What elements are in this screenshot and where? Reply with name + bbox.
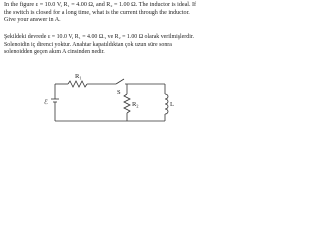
- emf-label: ℰ: [44, 99, 48, 106]
- problem-text-english: In the figure ε = 10.0 V, R₁ = 4.00 Ω, and R₂ = 1.00 Ω. The inductor is ideal. If the switch is closed for a long time, what is the current through the inductor. Give your answer in A.: [4, 2, 197, 24]
- r1-label-sub: 1: [79, 75, 82, 81]
- resistor-r1: [68, 81, 87, 87]
- r1-label: [75, 73, 81, 81]
- r1-label-main: R: [75, 73, 80, 80]
- r2-label: [132, 101, 138, 109]
- resistor-r2: [124, 94, 130, 113]
- inductor-coil: [165, 94, 168, 114]
- problem-text-turkish: Şekildeki devrede ε = 10.0 V, R₁ = 4.00 Ω., ve R₂ = 1.00 Ω olarak verilmişlerdir. Solenoidin iç direnci yoktur. Anahtar kapatıldıktan çok uzun süre sonra solenoidden geçen akım A cinsinden nedir.: [4, 34, 194, 56]
- switch-blade[interactable]: [116, 79, 124, 84]
- circuit-diagram: [0, 0, 200, 130]
- r2-label-main: R: [132, 101, 137, 108]
- inductor-label: L: [170, 101, 174, 108]
- r2-label-sub: 2: [136, 103, 139, 109]
- switch-label: S: [117, 89, 121, 96]
